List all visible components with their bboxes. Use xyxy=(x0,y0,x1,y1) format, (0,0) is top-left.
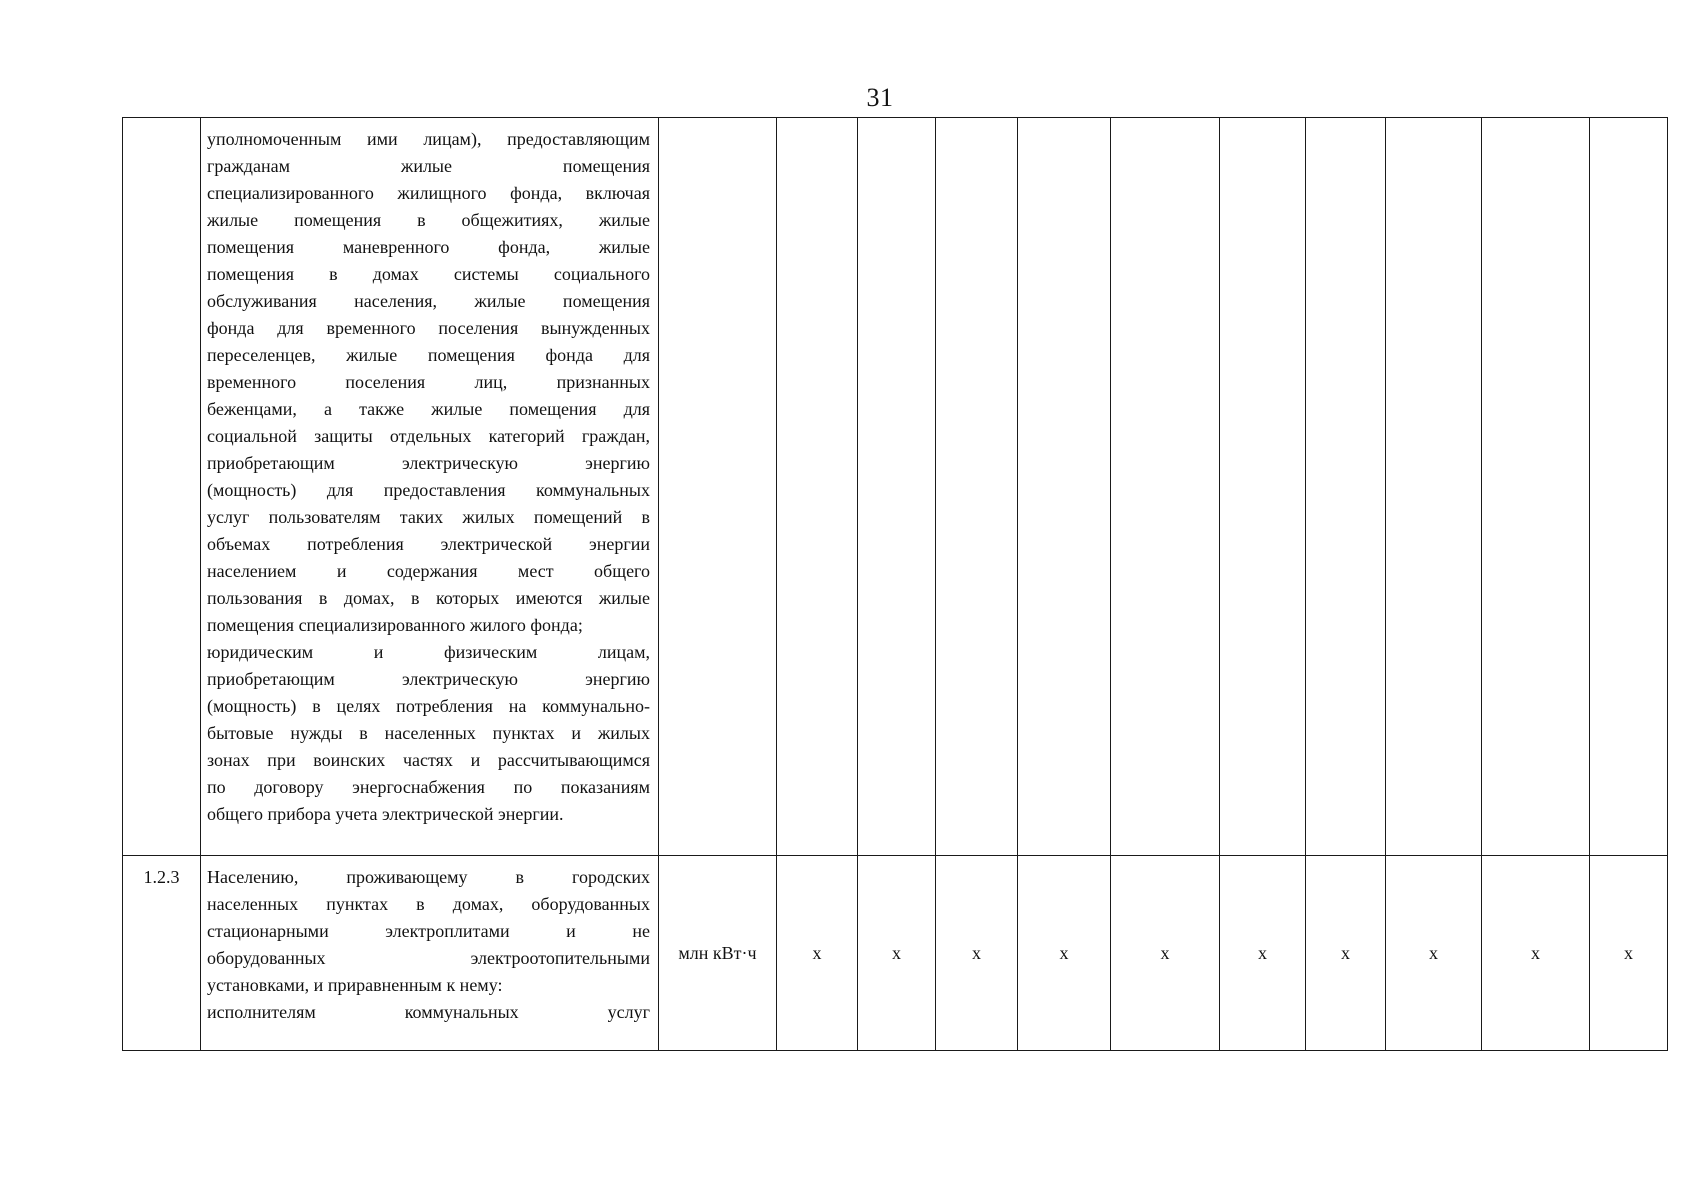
value-cell: х xyxy=(1386,856,1482,1051)
description-line: зонах при воинских частях и рассчитывающимся xyxy=(207,750,650,770)
description-line: помещения специализированного жилого фонда; xyxy=(207,615,583,635)
value-cell: х xyxy=(1590,856,1668,1051)
value-cell: х xyxy=(777,856,858,1051)
description-line: юридическим и физическим лицам, xyxy=(207,642,650,662)
value-cell: х xyxy=(1306,856,1386,1051)
value-cell: х xyxy=(1482,856,1590,1051)
description-line: объемах потребления электрической энергии xyxy=(207,534,650,554)
description-line: приобретающим электрическую энергию xyxy=(207,669,650,689)
description-cell xyxy=(201,118,659,856)
description-line: по договору энергоснабжения по показаниям xyxy=(207,777,650,797)
description-line: уполномоченным ими лицам), предоставляющим xyxy=(207,129,650,149)
description-line: помещения в домах системы социального xyxy=(207,264,650,284)
description-line: установками, и приравненным к нему: xyxy=(207,975,503,995)
description-line: гражданам жилые помещения xyxy=(207,156,650,176)
table-row xyxy=(123,856,1668,1051)
description-line: социальной защиты отдельных категорий граждан, xyxy=(207,426,650,446)
value-cell: х xyxy=(936,856,1018,1051)
description-line: Населению, проживающему в городских xyxy=(207,867,650,887)
description-line: пользования в домах, в которых имеются жилые xyxy=(207,588,650,608)
description-line: (мощность) в целях потребления на коммунально- xyxy=(207,696,650,716)
value-cell xyxy=(1482,118,1590,856)
description-line: временного поселения лиц, признанных xyxy=(207,372,650,392)
description-line: беженцами, а также жилые помещения для xyxy=(207,399,650,419)
tariff-table xyxy=(122,117,1668,1051)
unit-cell xyxy=(659,118,777,856)
description-line: специализированного жилищного фонда, включая xyxy=(207,183,650,203)
description-line: приобретающим электрическую энергию xyxy=(207,453,650,473)
value-cell: х xyxy=(1111,856,1220,1051)
description-line: жилые помещения в общежитиях, жилые xyxy=(207,210,650,230)
table-row xyxy=(123,118,1668,856)
description-line: фонда для временного поселения вынужденных xyxy=(207,318,650,338)
value-cell xyxy=(1018,118,1111,856)
description-line: обслуживания населения, жилые помещения xyxy=(207,291,650,311)
description-line: (мощность) для предоставления коммунальных xyxy=(207,480,650,500)
unit-cell: млн кВт·ч xyxy=(659,856,777,1051)
description-cell xyxy=(201,856,659,1051)
value-cell xyxy=(858,118,936,856)
value-cell xyxy=(1306,118,1386,856)
description-line: оборудованных электроотопительными xyxy=(207,948,650,968)
description-line: населенных пунктах в домах, оборудованных xyxy=(207,894,650,914)
value-cell xyxy=(936,118,1018,856)
row-number-cell xyxy=(123,118,201,856)
value-cell xyxy=(1220,118,1306,856)
description-line: помещения маневренного фонда, жилые xyxy=(207,237,650,257)
description-line: переселенцев, жилые помещения фонда для xyxy=(207,345,650,365)
description-line: общего прибора учета электрической энергии. xyxy=(207,804,564,824)
value-cell: х xyxy=(858,856,936,1051)
value-cell: х xyxy=(1018,856,1111,1051)
description-line: услуг пользователям таких жилых помещений в xyxy=(207,507,650,527)
value-cell: х xyxy=(1220,856,1306,1051)
value-cell xyxy=(1111,118,1220,856)
description-line: исполнителям коммунальных услуг xyxy=(207,1002,650,1022)
description-line: населением и содержания мест общего xyxy=(207,561,650,581)
row-number-cell: 1.2.3 xyxy=(123,856,201,1051)
value-cell xyxy=(777,118,858,856)
description-line: стационарными электроплитами и не xyxy=(207,921,650,941)
description-line: бытовые нужды в населенных пунктах и жилых xyxy=(207,723,650,743)
page-number: 31 xyxy=(866,83,894,112)
value-cell xyxy=(1590,118,1668,856)
value-cell xyxy=(1386,118,1482,856)
